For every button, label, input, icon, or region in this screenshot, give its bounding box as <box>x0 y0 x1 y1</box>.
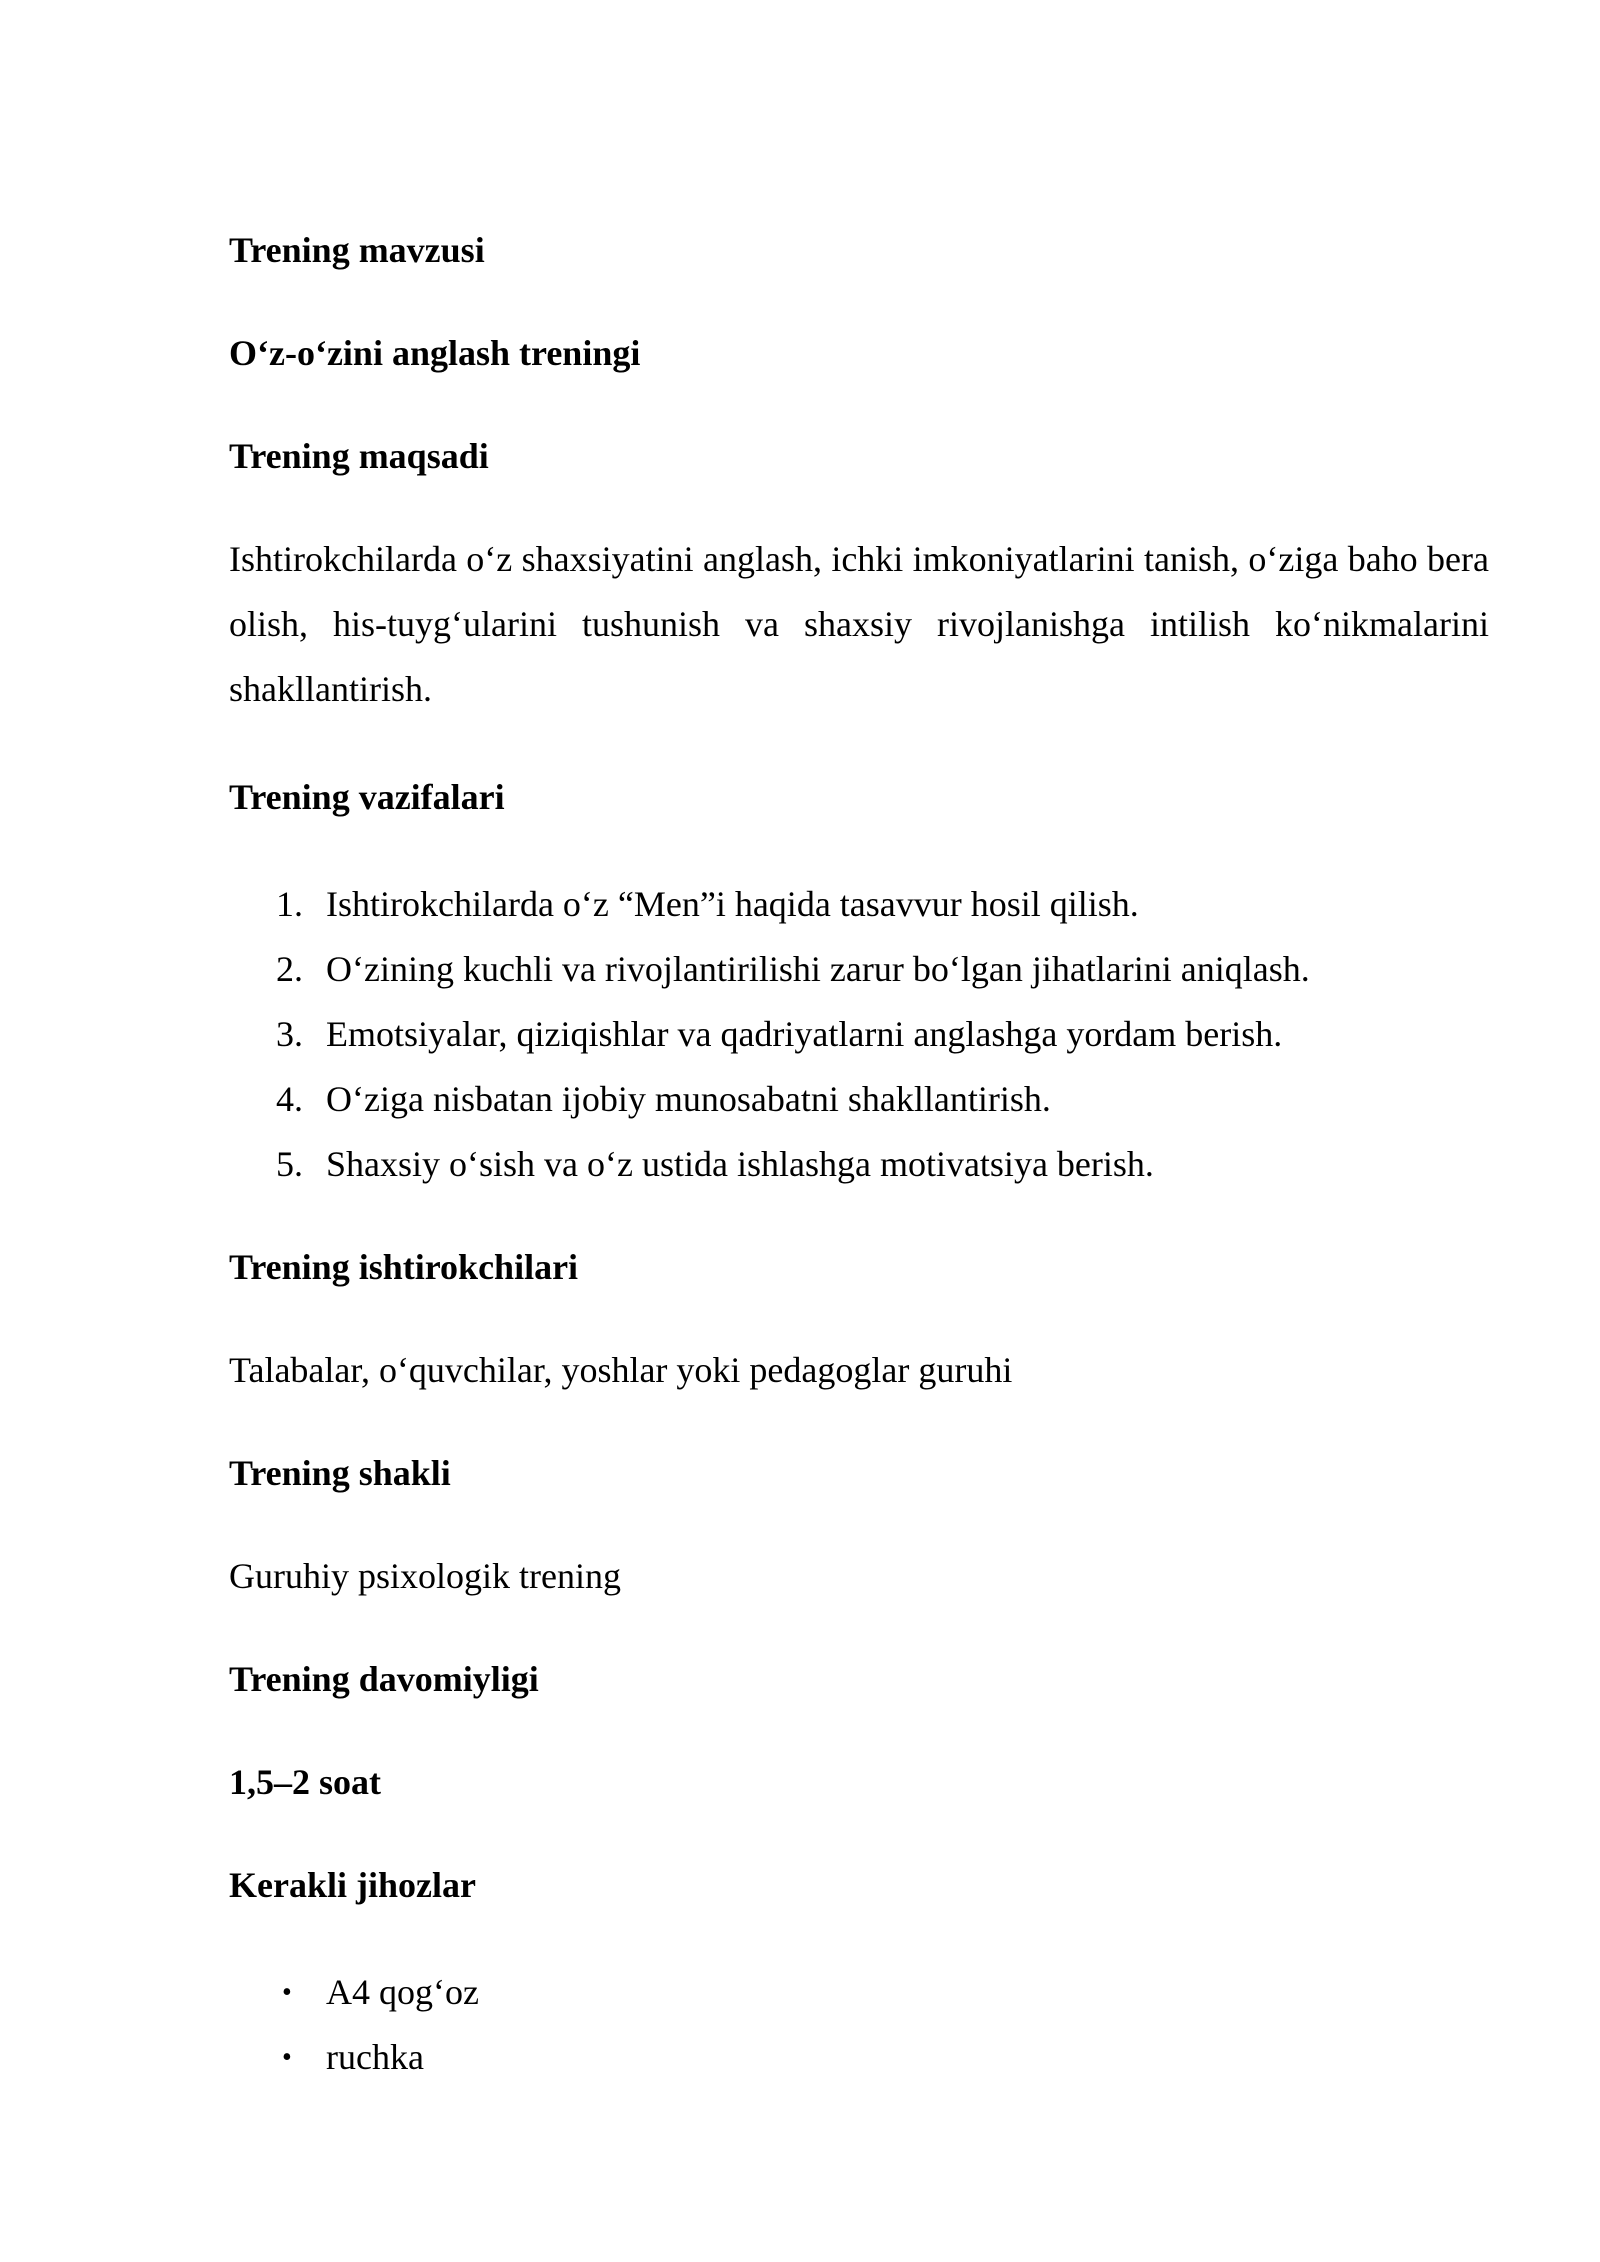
task-item <box>229 1002 1489 1067</box>
task-number: 3. <box>276 1014 303 1054</box>
form-heading: Trening shakli <box>229 1453 451 1493</box>
task-number: 4. <box>276 1079 303 1119</box>
task-text: O‘zining kuchli va rivojlantirilishi zarur bo‘lgan jihatlarini aniqlash. <box>326 949 1310 989</box>
task-number: 1. <box>276 884 303 924</box>
topic-heading: Trening mavzusi <box>229 230 485 270</box>
duration-text: 1,5–2 soat <box>229 1762 381 1802</box>
participants-text: Talabalar, o‘quvchilar, yoshlar yoki pedagoglar guruhi <box>229 1350 1013 1390</box>
task-number: 2. <box>276 949 303 989</box>
participants-heading: Trening ishtirokchilari <box>229 1247 579 1287</box>
duration-heading: Trening davomiyligi <box>229 1659 539 1699</box>
equipment-item <box>229 1960 1489 2025</box>
equipment-item <box>229 2025 1489 2090</box>
goal-heading: Trening maqsadi <box>229 436 489 476</box>
task-text: Shaxsiy o‘sish va o‘z ustida ishlashga motivatsiya berish. <box>326 1144 1154 1184</box>
equipment-heading: Kerakli jihozlar <box>229 1865 476 1905</box>
goal-text: Ishtirokchilarda o‘z shaxsiyatini anglash, ichki imkoniyatlarini tanish, o‘ziga baho bera olish, his-tuyg‘ularini tushunish va shaxsiy rivojlanishga intilish ko‘nikmalarini shakllantirish. <box>229 539 1489 709</box>
task-text: Ishtirokchilarda o‘z “Men”i haqida tasavvur hosil qilish. <box>326 884 1139 924</box>
task-item <box>229 872 1489 937</box>
topic-title: O‘z-o‘zini anglash treningi <box>229 333 641 373</box>
task-item <box>229 937 1489 1002</box>
task-text: Emotsiyalar, qiziqishlar va qadriyatlarni anglashga yordam berish. <box>326 1014 1283 1054</box>
tasks-list <box>229 872 1489 1197</box>
document-content <box>229 228 1489 2090</box>
equipment-text: A4 qog‘oz <box>326 1972 479 2012</box>
tasks-heading: Trening vazifalari <box>229 777 505 817</box>
form-text: Guruhiy psixologik trening <box>229 1556 621 1596</box>
equipment-list <box>229 1960 1489 2090</box>
task-number: 5. <box>276 1144 303 1184</box>
task-item <box>229 1067 1489 1132</box>
bullet-icon: • <box>282 1977 292 2008</box>
task-item <box>229 1132 1489 1197</box>
task-text: O‘ziga nisbatan ijobiy munosabatni shakllantirish. <box>326 1079 1051 1119</box>
bullet-icon: • <box>282 2042 292 2073</box>
equipment-text: ruchka <box>326 2037 424 2077</box>
